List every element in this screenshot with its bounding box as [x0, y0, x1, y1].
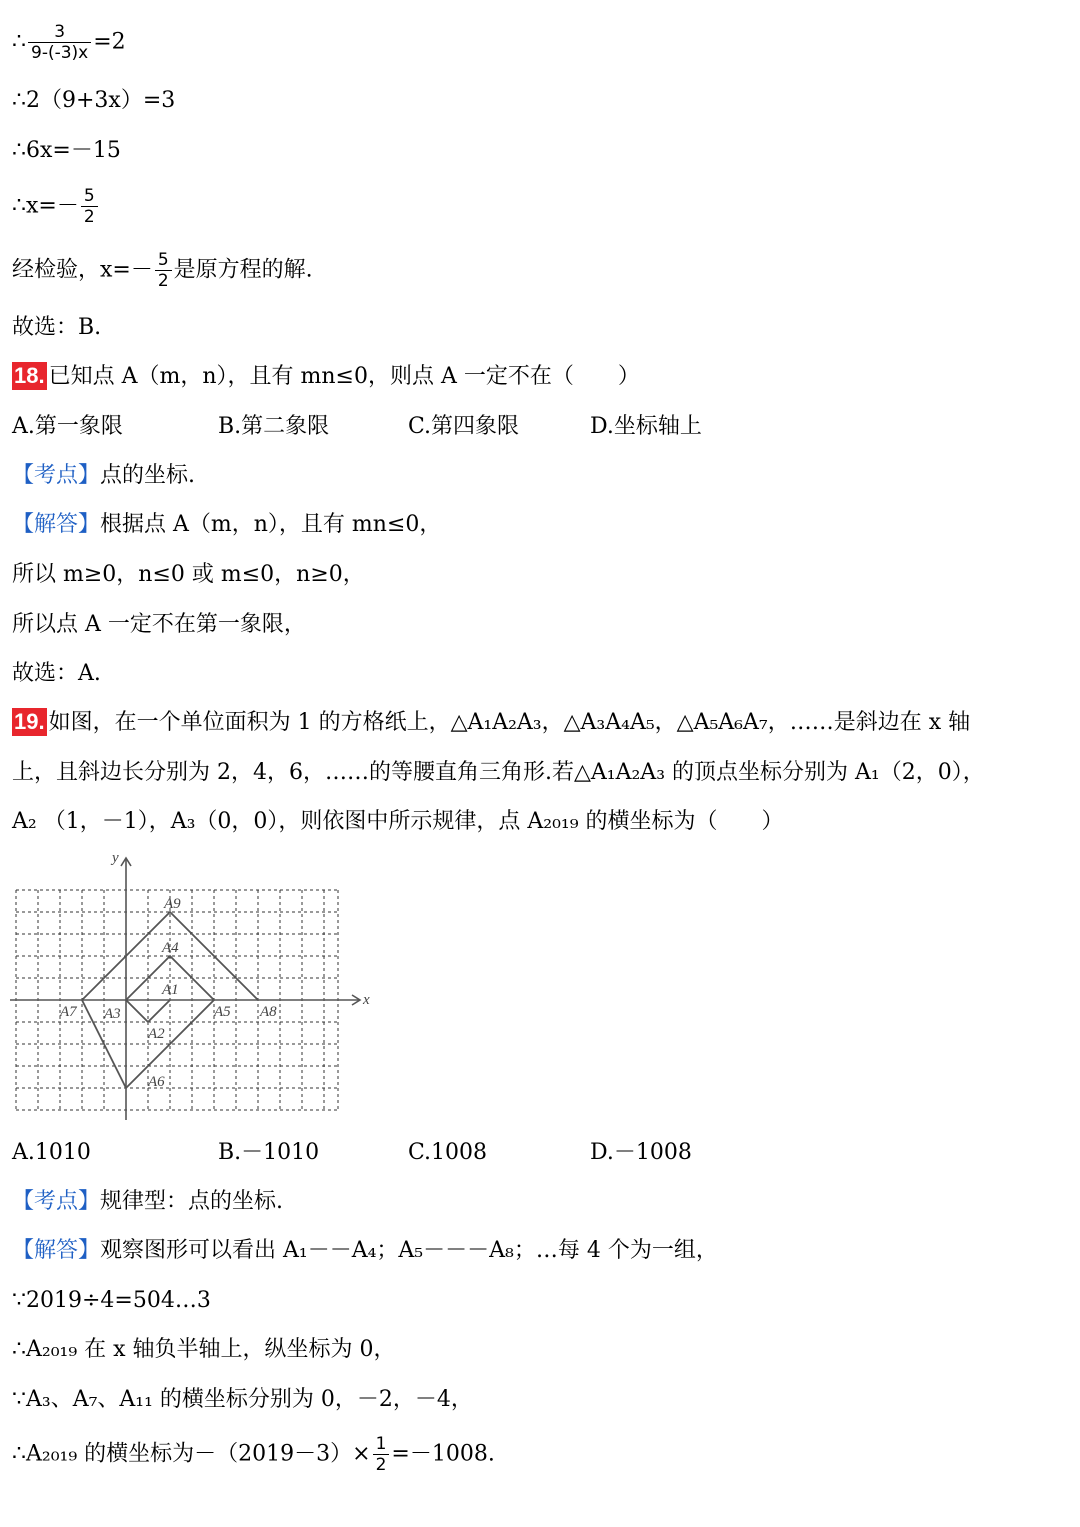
- option-b: B.第二象限: [218, 414, 330, 439]
- kaodian-text: 规律型：点的坐标.: [100, 1189, 284, 1214]
- jieda-tag: 【解答】: [12, 512, 101, 537]
- check-text: 经检验，x=－: [12, 257, 153, 283]
- final-step-result: =－1008.: [391, 1441, 495, 1467]
- label-a4: A4: [162, 940, 179, 956]
- label-a2: A2: [148, 1026, 165, 1042]
- question-19-stem: [12, 708, 970, 738]
- kaodian-tag: 【考点】: [12, 463, 101, 488]
- check-suffix: 是原方程的解.: [173, 257, 313, 283]
- fraction-numerator: 1: [373, 1434, 390, 1455]
- kaodian-line: [12, 461, 195, 491]
- solution-step: ∵A₃、A₇、A₁₁ 的横坐标分别为 0，－2，－4，: [12, 1387, 473, 1412]
- fraction-denominator: 2: [157, 271, 169, 291]
- fraction: [81, 186, 98, 227]
- coordinate-grid-diagram: [8, 848, 378, 1128]
- fraction-numerator: 5: [155, 250, 172, 271]
- label-a1: A1: [162, 982, 179, 998]
- final-step-text: ∴A₂₀₁₉ 的横坐标为－（2019－3）×: [12, 1441, 371, 1467]
- x-axis-label: x: [363, 992, 370, 1008]
- option-a: A.1010: [12, 1140, 91, 1165]
- kaodian-line: [12, 1187, 283, 1217]
- option-b: B.－1010: [218, 1140, 320, 1165]
- solution-line-2: ∴2（9+3x）=3: [12, 88, 176, 113]
- question-19-stem-3: A₂ （1，－1），A₃（0，0），则依图中所示规律，点 A₂₀₁₉ 的横坐标为（ ）: [12, 809, 784, 834]
- option-c: C.1008: [408, 1140, 488, 1165]
- fraction-denominator: 2: [375, 1455, 387, 1475]
- label-a3: A3: [104, 1006, 121, 1022]
- label-a5: A5: [214, 1004, 231, 1020]
- option-d: D.－1008: [590, 1140, 692, 1165]
- fraction-numerator: 5: [81, 186, 98, 207]
- jieda-line: [12, 1236, 718, 1266]
- question-text: 已知点 A（m，n），且有 mn≤0，则点 A 一定不在（ ）: [48, 364, 640, 389]
- solution-step: 所以点 A 一定不在第一象限，: [12, 612, 306, 637]
- y-axis-label: y: [112, 850, 119, 866]
- fraction: [155, 250, 172, 291]
- therefore-symbol: ∴: [12, 29, 26, 55]
- solution-line-3: ∴6x=－15: [12, 138, 121, 163]
- jieda-tag: 【解答】: [12, 1238, 101, 1263]
- solution-line-1: [12, 22, 126, 63]
- fraction-denominator: 9-(-3)x: [31, 43, 89, 63]
- solution-step: 所以 m≥0，n≤0 或 m≤0，n≥0，: [12, 562, 365, 587]
- equation-rhs: =2: [93, 29, 126, 55]
- question-19-stem-2: 上，且斜边长分别为 2，4，6，……的等腰直角三角形.若△A₁A₂A₃ 的顶点坐标分别为 A₁（2，0），: [12, 760, 985, 785]
- solution-final-step: [12, 1434, 495, 1475]
- option-d: D.坐标轴上: [590, 414, 702, 439]
- fraction-denominator: 2: [83, 207, 95, 227]
- axes: [10, 858, 360, 1120]
- question-18-stem: [12, 362, 640, 392]
- fraction: [373, 1434, 390, 1475]
- fraction-numerator: 3: [28, 22, 91, 43]
- kaodian-tag: 【考点】: [12, 1189, 101, 1214]
- option-a: A.第一象限: [12, 414, 123, 439]
- question-number-badge: 18.: [14, 363, 45, 388]
- kaodian-text: 点的坐标.: [100, 463, 196, 488]
- label-a7: A7: [60, 1004, 77, 1020]
- answer-line: 故选：B.: [12, 315, 102, 340]
- question-number-badge: 19.: [14, 709, 45, 734]
- jieda-text: 观察图形可以看出 A₁－－A₄；A₅－－－A₈；…每 4 个为一组，: [100, 1238, 718, 1263]
- fraction: [28, 22, 91, 63]
- solution-step: ∴A₂₀₁₉ 在 x 轴负半轴上，纵坐标为 0，: [12, 1337, 396, 1362]
- label-a6: A6: [148, 1074, 165, 1090]
- option-c: C.第四象限: [408, 414, 520, 439]
- label-a8: A8: [260, 1004, 277, 1020]
- answer-line: 故选：A.: [12, 661, 101, 686]
- jieda-text: 根据点 A（m，n），且有 mn≤0，: [100, 512, 442, 537]
- label-a9: A9: [164, 896, 181, 912]
- solution-line-5: [12, 250, 313, 291]
- solution-step: ∵2019÷4=504…3: [12, 1288, 211, 1313]
- solution-line-4: [12, 186, 100, 227]
- question-text: 如图，在一个单位面积为 1 的方格纸上，△A₁A₂A₃，△A₃A₄A₅，△A₅A₆A₇，……是斜边在 x 轴: [48, 710, 971, 735]
- jieda-line: [12, 510, 441, 540]
- equation-lhs: ∴x=－: [12, 193, 79, 219]
